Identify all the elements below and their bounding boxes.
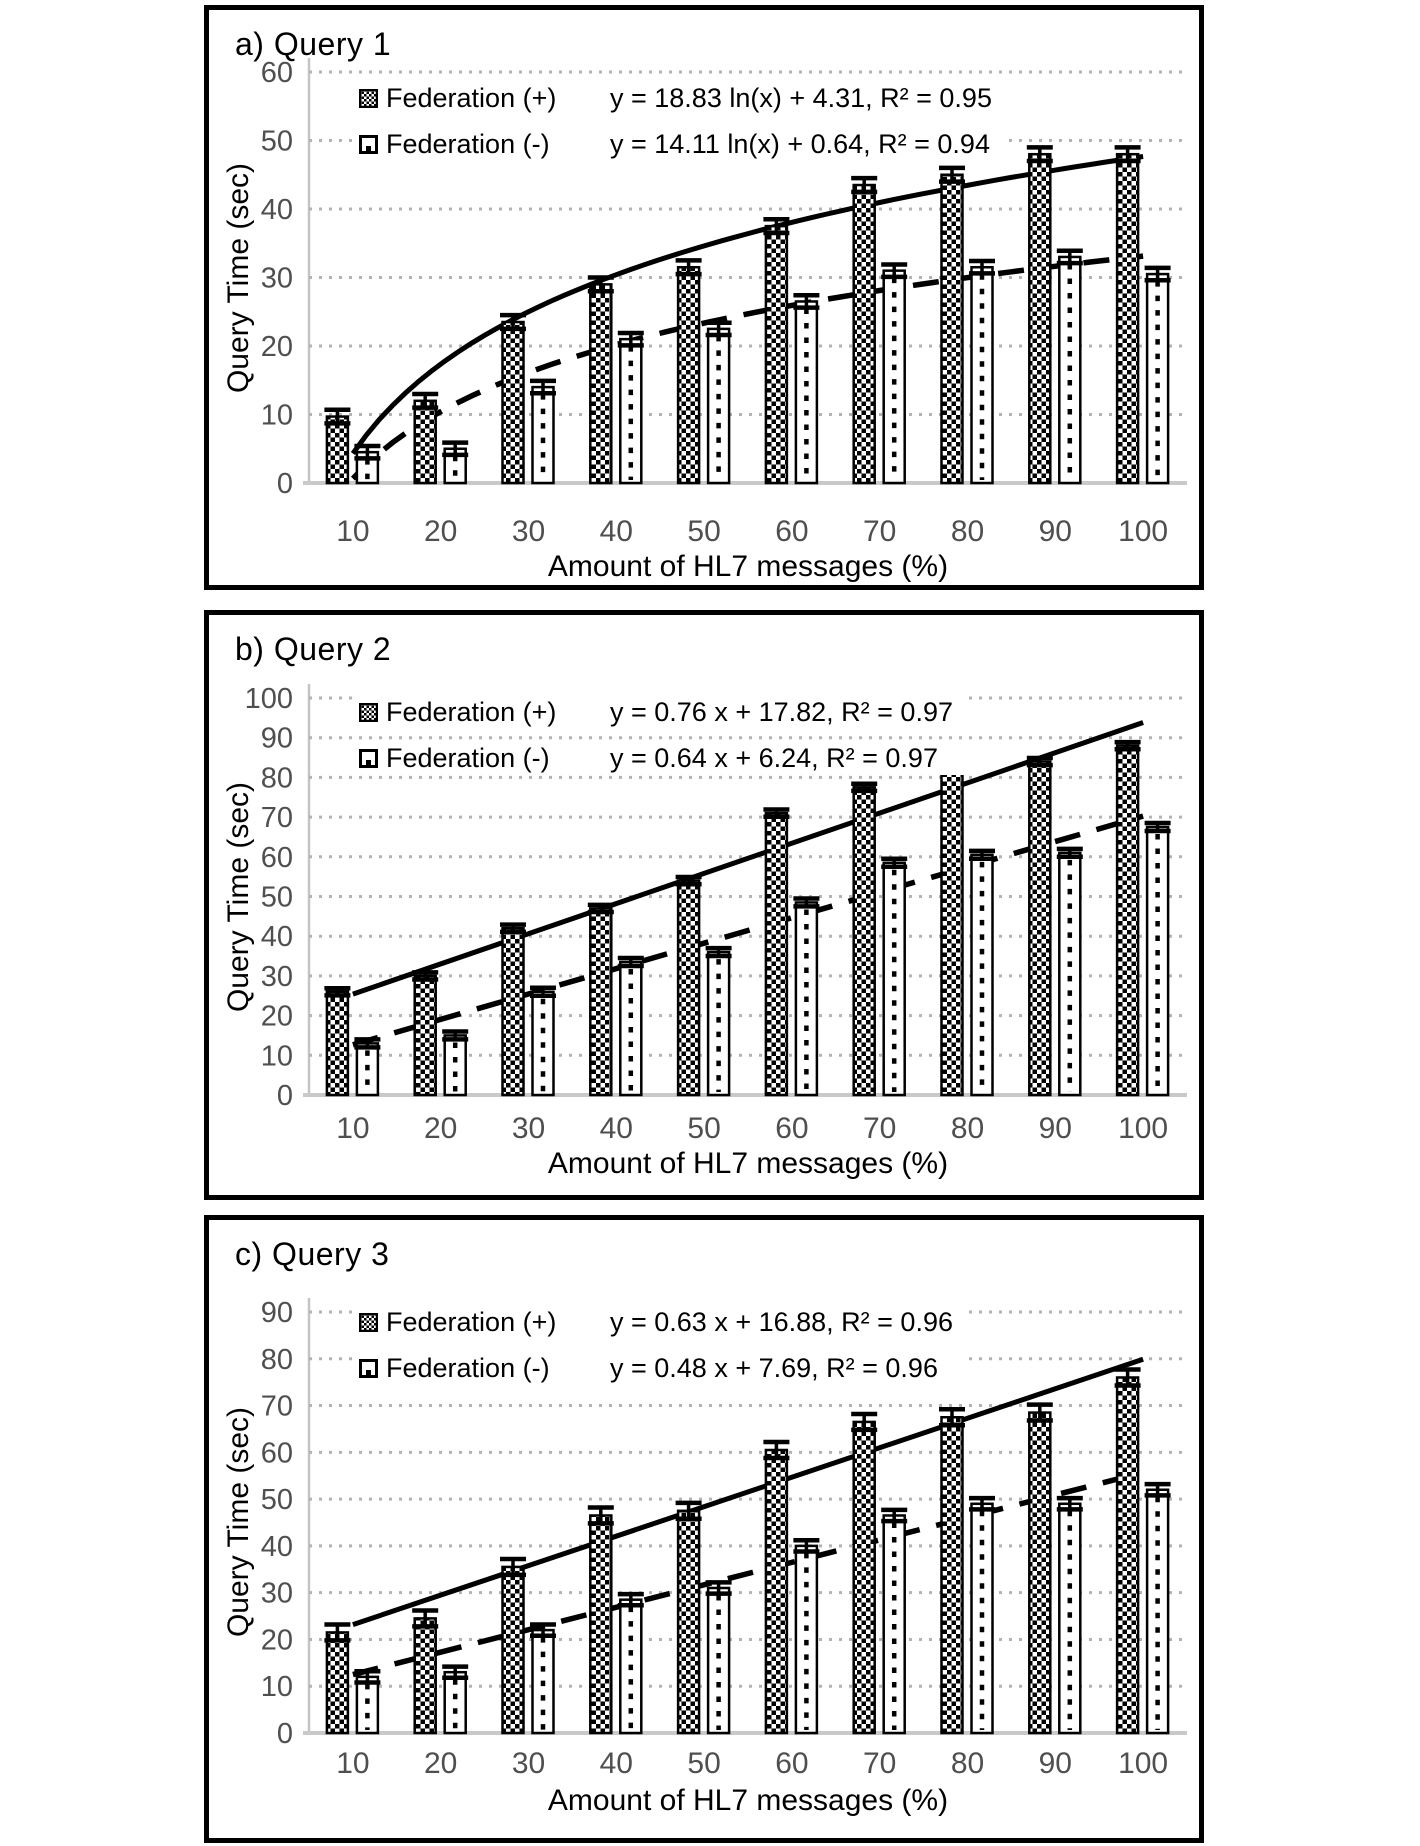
x-tick-label: 50: [687, 1747, 721, 1780]
regression-equation: y = 18.83 ln(x) + 4.31, R² = 0.95: [610, 82, 992, 113]
x-tick-label: 10: [336, 1112, 370, 1145]
federation-plus-swatch-icon: [359, 1313, 378, 1332]
x-tick-label: 90: [1038, 515, 1072, 548]
x-tick-label: 100: [1118, 1747, 1169, 1780]
x-tick-label: 10: [336, 515, 370, 548]
regression-equation: y = 0.64 x + 6.24, R² = 0.97: [610, 742, 938, 773]
bar-federation-plus: [854, 1422, 875, 1733]
bar-federation-plus: [415, 1618, 436, 1733]
regression-equation: y = 0.48 x + 7.69, R² = 0.96: [610, 1352, 938, 1383]
y-tick-label: 70: [260, 1390, 293, 1423]
bar-federation-plus: [1117, 154, 1138, 483]
x-tick-label: 100: [1118, 515, 1169, 548]
bar-federation-minus: [1059, 1504, 1080, 1733]
x-tick-label: 90: [1038, 1747, 1072, 1780]
y-tick-label: 60: [260, 57, 293, 89]
x-tick-label: 60: [775, 1747, 809, 1780]
y-tick-label: 30: [260, 1577, 293, 1610]
bar-federation-plus: [503, 1567, 524, 1733]
dotted-swatch-svg: [359, 1359, 378, 1378]
bar-federation-plus: [415, 976, 436, 1095]
bar-federation-minus: [972, 1504, 993, 1733]
y-tick-label: 50: [260, 1484, 293, 1517]
legend-label: Federation (+): [386, 1306, 557, 1337]
y-tick-label: 30: [260, 960, 293, 993]
bar-federation-plus: [590, 1515, 611, 1733]
y-tick-label: 100: [244, 683, 293, 715]
y-tick-label: 40: [260, 1530, 293, 1563]
x-tick-label: 30: [511, 515, 546, 548]
y-tick-label: 40: [260, 921, 293, 954]
bar-federation-minus: [884, 271, 905, 483]
trend-line-dashed: [353, 1473, 1143, 1675]
federation-plus-swatch-icon: [359, 703, 378, 722]
x-axis-title: Amount of HL7 messages (%): [547, 1147, 949, 1180]
y-axis-title: Query Time (sec): [222, 1406, 255, 1638]
trend-line-dashed: [353, 256, 1143, 479]
checker-swatch-svg: [359, 1313, 378, 1332]
bar-federation-plus: [942, 1417, 963, 1733]
x-axis-title: Amount of HL7 messages (%): [547, 550, 949, 583]
bar-federation-plus: [327, 1632, 348, 1733]
y-axis-title: Query Time (sec): [222, 781, 255, 1013]
bar-federation-plus: [590, 284, 611, 483]
bar-federation-plus: [415, 401, 436, 483]
legend-label: Federation (-): [386, 1352, 550, 1383]
bar-federation-plus: [678, 1511, 699, 1733]
trend-line-solid: [353, 1359, 1143, 1624]
y-tick-label: 20: [260, 1000, 293, 1033]
bar-federation-plus: [1117, 1377, 1138, 1733]
y-tick-label: 60: [260, 1437, 293, 1470]
federation-plus-swatch-icon: [359, 89, 378, 108]
y-tick-label: 80: [260, 762, 293, 795]
x-tick-label: 40: [599, 1112, 633, 1145]
y-tick-label: 40: [260, 194, 293, 226]
legend-item-federation-minus: [359, 1351, 967, 1385]
regression-equation: y = 0.63 x + 16.88, R² = 0.96: [610, 1306, 953, 1337]
y-tick-label: 60: [260, 841, 293, 874]
x-tick-label: 20: [424, 1747, 458, 1780]
trend-line-dashed: [353, 816, 1143, 1045]
y-tick-label: 0: [276, 1080, 293, 1112]
bar-federation-plus: [1029, 1413, 1050, 1733]
bar-federation-minus: [796, 1546, 817, 1733]
y-tick-label: 50: [260, 881, 293, 914]
legend-item-federation-plus: [359, 1305, 967, 1339]
federation-minus-swatch-icon: [359, 1359, 378, 1378]
x-tick-label: 10: [336, 1747, 370, 1780]
bar-federation-plus: [766, 813, 787, 1095]
bar-federation-plus: [766, 1450, 787, 1733]
panel-title: a) Query 1: [235, 26, 392, 62]
y-tick-label: 90: [260, 1297, 293, 1329]
y-tick-label: 50: [260, 125, 293, 158]
panel-query-3: [204, 1215, 1204, 1843]
legend-item-federation-plus: [359, 695, 967, 729]
bar-federation-plus: [678, 881, 699, 1095]
bar-federation-minus: [708, 952, 729, 1095]
bar-federation-plus: [503, 928, 524, 1095]
y-tick-label: 80: [260, 1343, 293, 1376]
x-tick-label: 90: [1038, 1112, 1072, 1145]
bar-federation-plus: [678, 267, 699, 483]
legend-label: Federation (-): [386, 742, 550, 773]
x-tick-label: 40: [599, 515, 633, 548]
panel-title: b) Query 2: [235, 631, 392, 667]
checker-swatch-svg: [359, 89, 378, 108]
y-tick-label: 0: [276, 468, 293, 500]
x-tick-label: 30: [511, 1747, 546, 1780]
legend-label: Federation (-): [386, 128, 550, 159]
regression-equation: y = 14.11 ln(x) + 0.64, R² = 0.94: [610, 128, 990, 159]
x-tick-label: 50: [687, 515, 721, 548]
y-tick-label: 20: [260, 331, 293, 363]
y-tick-label: 90: [260, 722, 293, 755]
x-tick-label: 60: [775, 1112, 809, 1145]
trend-line-solid: [353, 157, 1143, 454]
bar-federation-minus: [1147, 274, 1168, 483]
panel-query-2: [204, 610, 1204, 1200]
legend: [359, 1305, 967, 1397]
legend: [359, 81, 1006, 173]
x-tick-label: 20: [424, 515, 458, 548]
checker-swatch-svg: [359, 703, 378, 722]
y-tick-label: 20: [260, 1624, 293, 1657]
legend-item-federation-minus: [359, 741, 967, 775]
bar-federation-plus: [1029, 762, 1050, 1095]
bar-federation-plus: [1117, 746, 1138, 1095]
x-tick-label: 20: [424, 1112, 458, 1145]
x-tick-label: 80: [950, 515, 985, 548]
bar-federation-plus: [590, 908, 611, 1095]
federation-minus-swatch-icon: [359, 135, 378, 154]
dotted-swatch-svg: [359, 135, 378, 154]
legend: [359, 695, 967, 787]
x-tick-label: 40: [599, 1747, 633, 1780]
federation-minus-swatch-icon: [359, 749, 378, 768]
y-tick-label: 10: [260, 1040, 293, 1073]
x-tick-label: 50: [687, 1112, 721, 1145]
panel-title: c) Query 3: [235, 1236, 390, 1272]
x-tick-label: 70: [863, 1747, 897, 1780]
bar-federation-plus: [942, 175, 963, 483]
y-tick-label: 10: [260, 399, 293, 432]
dotted-swatch-svg: [359, 749, 378, 768]
y-tick-label: 30: [260, 262, 293, 295]
x-tick-label: 80: [950, 1112, 985, 1145]
y-tick-label: 70: [260, 802, 293, 835]
bar-federation-plus: [854, 185, 875, 483]
legend-item-federation-minus: [359, 127, 1006, 161]
x-axis-title: Amount of HL7 messages (%): [547, 1784, 949, 1817]
x-tick-label: 100: [1118, 1112, 1169, 1145]
panel-query-1: [204, 5, 1204, 590]
bar-federation-plus: [766, 226, 787, 483]
legend-label: Federation (+): [386, 82, 557, 113]
x-tick-label: 60: [775, 515, 809, 548]
y-tick-label: 10: [260, 1671, 293, 1704]
bar-federation-plus: [327, 417, 348, 483]
x-tick-label: 70: [863, 1112, 897, 1145]
regression-equation: y = 0.76 x + 17.82, R² = 0.97: [610, 696, 953, 727]
x-tick-label: 80: [950, 1747, 985, 1780]
legend-label: Federation (+): [386, 696, 557, 727]
bar-federation-plus: [942, 765, 963, 1095]
bar-federation-plus: [854, 787, 875, 1095]
x-tick-label: 70: [863, 515, 897, 548]
bar-federation-plus: [327, 992, 348, 1095]
legend-item-federation-plus: [359, 81, 1006, 115]
y-axis-title: Query Time (sec): [222, 162, 255, 394]
y-tick-label: 0: [276, 1718, 293, 1750]
bar-federation-plus: [503, 322, 524, 483]
x-tick-label: 30: [511, 1112, 546, 1145]
bar-federation-plus: [1029, 154, 1050, 483]
